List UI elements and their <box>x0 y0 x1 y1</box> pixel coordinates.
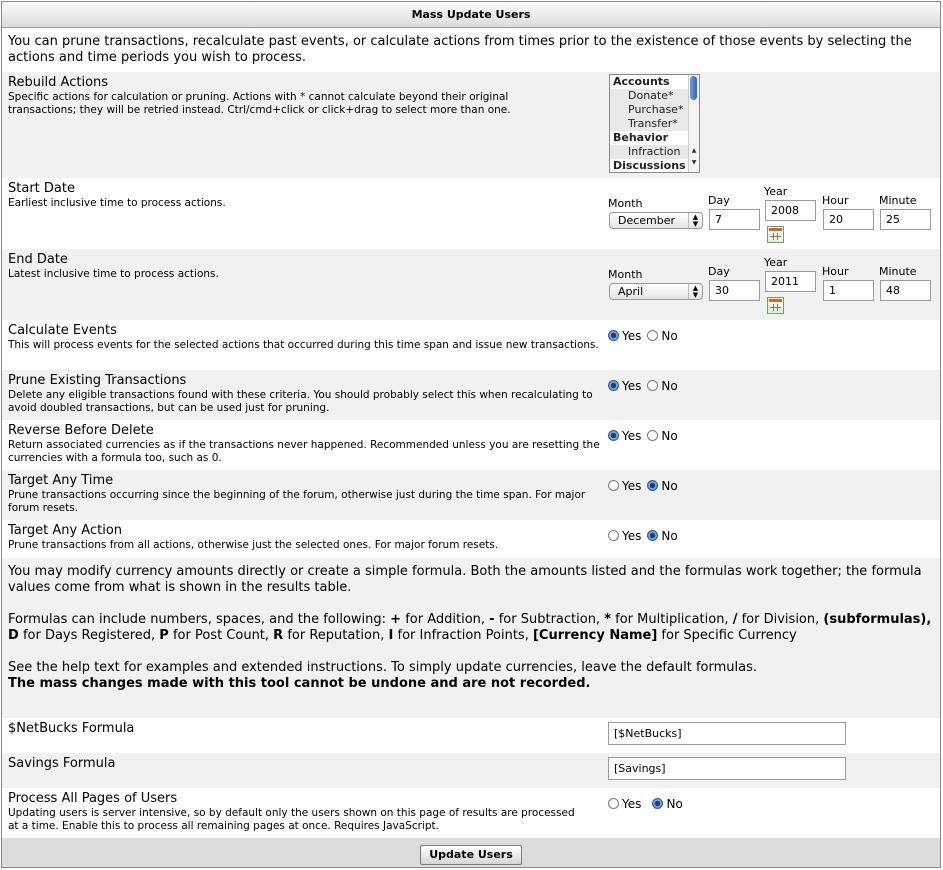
listbox-group: Discussions <box>610 159 699 173</box>
panel-title: Mass Update Users <box>2 2 940 28</box>
listbox-option[interactable]: Donate* <box>628 89 674 102</box>
radio-off-icon[interactable] <box>647 430 658 441</box>
option-no[interactable]: No <box>647 329 677 343</box>
listbox-items <box>610 75 699 173</box>
option-no[interactable]: No <box>647 529 677 543</box>
option-desc: Return associated currencies as if the transactions never happened. Recommended unless you are resetting the currencies with a formula too, such as 0. <box>8 439 600 464</box>
formula-token-desc: for Days Registered, <box>22 628 156 643</box>
option-label: Calculate Events <box>8 323 117 338</box>
formula-info-p3: See the help text for examples and extended instructions. To simply update currencies, leave the default formulas. <box>8 660 758 675</box>
formula-token-desc: for Division, <box>741 612 820 627</box>
radio-off-icon[interactable] <box>647 380 658 391</box>
formula-info-p1: You may modify currency amounts directly or create a simple formula. Both the amounts listed and the formulas work together; the formula values come from what is shown in the results table. <box>8 564 922 595</box>
calendar-icon[interactable] <box>767 297 784 314</box>
savings-label: Savings Formula <box>8 756 116 771</box>
form-footer <box>2 838 940 868</box>
end-minute-input[interactable] <box>880 280 931 301</box>
formula-token-desc: for Subtraction, <box>498 612 601 627</box>
start-month-label: Month <box>608 197 643 210</box>
rebuild-actions-label: Rebuild Actions <box>8 75 109 90</box>
radio-off-icon[interactable] <box>647 330 658 341</box>
option-yes[interactable]: Yes <box>608 379 641 393</box>
end-date-label: End Date <box>8 252 68 267</box>
option-row <box>2 470 940 520</box>
formula-token-desc: for Multiplication, <box>615 612 729 627</box>
savings-row <box>2 753 940 788</box>
start-date-label: Start Date <box>8 181 75 196</box>
start-minute-input[interactable] <box>880 209 931 230</box>
radio-on-icon[interactable] <box>647 480 658 491</box>
start-hour-input[interactable] <box>823 209 874 230</box>
process-all-no[interactable]: No <box>652 797 682 811</box>
formula-token-symbol: (subformulas), <box>823 612 932 627</box>
rebuild-actions-listbox[interactable] <box>609 74 700 173</box>
start-day-input[interactable] <box>709 209 760 230</box>
option-row <box>2 370 940 420</box>
option-yes[interactable]: Yes <box>608 429 641 443</box>
formula-token-desc: for Post Count, <box>172 628 270 643</box>
radio-on-icon[interactable] <box>608 430 619 441</box>
radio-on-icon[interactable] <box>647 530 658 541</box>
start-month-select[interactable]: December ▲ ▼ <box>609 212 703 229</box>
option-desc: Prune transactions occurring since the beginning of the forum, otherwise just during the time span. For major forum resets. <box>8 489 586 514</box>
formula-token-symbol: / <box>732 612 738 627</box>
option-row <box>2 320 940 370</box>
option-label: Reverse Before Delete <box>8 423 154 438</box>
radio-off-icon[interactable] <box>608 530 619 541</box>
formula-token-symbol: [Currency Name] <box>532 628 658 643</box>
end-date-desc: Latest inclusive time to process actions. <box>8 268 219 280</box>
listbox-option[interactable]: Infraction <box>628 145 681 158</box>
option-desc: Delete any eligible transactions found with these criteria. You should probably select this when recalculating to avoid doubled transactions, but can be used just for pruning. <box>8 389 593 414</box>
start-day-label: Day <box>708 194 730 207</box>
end-month-select[interactable]: April ▲ ▼ <box>609 283 703 300</box>
option-yes[interactable]: Yes <box>608 329 641 343</box>
end-hour-input[interactable] <box>823 280 874 301</box>
end-hour-label: Hour <box>822 265 849 278</box>
option-radio-group <box>608 476 684 495</box>
option-no[interactable]: No <box>647 429 677 443</box>
end-minute-label: Minute <box>879 265 917 278</box>
formula-token-symbol: - <box>489 612 495 627</box>
intro-text: You can prune transactions, recalculate past events, or calculate actions from times prior to the existence of those events by selecting the actions and time periods you wish to process. <box>2 28 940 72</box>
scroll-down-icon[interactable]: ▼ <box>691 159 697 166</box>
process-all-desc: Updating users is server intensive, so by default only the users shown on this page of results are processed at a time. Enable this to process all remaining pages at once. Requires JavaScript. <box>8 807 575 832</box>
rebuild-actions-desc: Specific actions for calculation or pruning. Actions with * cannot calculate beyond their original transactions; they will be retried instead. Ctrl/cmd+click or click+drag to select more than one. <box>8 91 511 116</box>
start-year-input[interactable] <box>765 200 816 221</box>
start-minute-label: Minute <box>879 194 917 207</box>
listbox-scrollbar[interactable] <box>688 75 699 172</box>
formula-token-symbol: P <box>159 628 169 643</box>
end-year-label: Year <box>764 256 788 269</box>
scrollbar-thumb[interactable] <box>690 76 697 100</box>
formula-token-desc: for Specific Currency <box>661 628 797 643</box>
process-all-radio-group <box>608 794 689 813</box>
option-label: Target Any Action <box>8 523 123 538</box>
radio-on-icon[interactable] <box>608 330 619 341</box>
listbox-option[interactable]: Purchase* <box>628 103 684 116</box>
option-row <box>2 520 940 558</box>
savings-formula-input[interactable] <box>608 757 846 780</box>
option-desc: This will process events for the selected actions that occurred during this time span and issue new transactions. <box>8 339 599 351</box>
option-radio-group <box>608 526 684 545</box>
formula-token-desc: for Infraction Points, <box>397 628 529 643</box>
radio-off-icon[interactable] <box>608 798 619 809</box>
option-radio-group <box>608 326 684 345</box>
update-users-button[interactable]: Update Users <box>420 845 522 865</box>
process-all-row <box>2 788 940 840</box>
options-list <box>2 320 940 558</box>
option-no[interactable]: No <box>647 379 677 393</box>
end-day-input[interactable] <box>709 280 760 301</box>
option-desc: Prune transactions from all actions, otherwise just the selected ones. For major forum resets. <box>8 539 499 551</box>
start-date-desc: Earliest inclusive time to process actions. <box>8 197 226 209</box>
listbox-group: Behavior <box>610 131 699 145</box>
option-row <box>2 420 940 470</box>
radio-on-icon[interactable] <box>652 798 663 809</box>
netbucks-formula-input[interactable] <box>608 722 846 745</box>
formula-token-symbol: * <box>604 612 612 627</box>
listbox-option[interactable]: Transfer* <box>628 117 678 130</box>
option-radio-group <box>608 376 684 395</box>
formula-token-desc: for Addition, <box>405 612 486 627</box>
formula-info-p2 <box>8 612 934 644</box>
radio-on-icon[interactable] <box>608 380 619 391</box>
rebuild-actions-row <box>2 72 940 178</box>
select-arrows-icon: ▲ ▼ <box>688 213 702 228</box>
option-label: Prune Existing Transactions <box>8 373 187 388</box>
netbucks-label: $NetBucks Formula <box>8 721 135 736</box>
netbucks-row <box>2 718 940 753</box>
formula-info-prefix: Formulas can include numbers, spaces, and the following: <box>8 612 387 627</box>
formula-info <box>2 558 940 718</box>
radio-off-icon[interactable] <box>608 480 619 491</box>
process-all-yes[interactable]: Yes <box>608 797 641 811</box>
calendar-icon[interactable] <box>767 226 784 243</box>
formula-token-symbol: I <box>388 628 394 643</box>
option-yes[interactable]: Yes <box>608 529 641 543</box>
formula-info-warning: The mass changes made with this tool cannot be undone and are not recorded. <box>8 676 591 691</box>
option-label: Target Any Time <box>8 473 114 488</box>
process-all-label: Process All Pages of Users <box>8 791 178 806</box>
formula-token-symbol: D <box>8 628 19 643</box>
scroll-up-icon[interactable]: ▲ <box>691 147 697 154</box>
end-month-label: Month <box>608 268 643 281</box>
end-day-label: Day <box>708 265 730 278</box>
mass-update-panel <box>1 1 941 868</box>
formula-token-symbol: + <box>390 612 402 627</box>
select-arrows-icon: ▲ ▼ <box>688 284 702 299</box>
end-year-input[interactable] <box>765 271 816 292</box>
formula-token-symbol: R <box>273 628 284 643</box>
formula-token-desc: for Reputation, <box>287 628 385 643</box>
start-hour-label: Hour <box>822 194 849 207</box>
option-radio-group <box>608 426 684 445</box>
listbox-group: Accounts <box>610 75 699 89</box>
start-year-label: Year <box>764 185 788 198</box>
option-yes[interactable]: Yes <box>608 479 641 493</box>
option-no[interactable]: No <box>647 479 677 493</box>
